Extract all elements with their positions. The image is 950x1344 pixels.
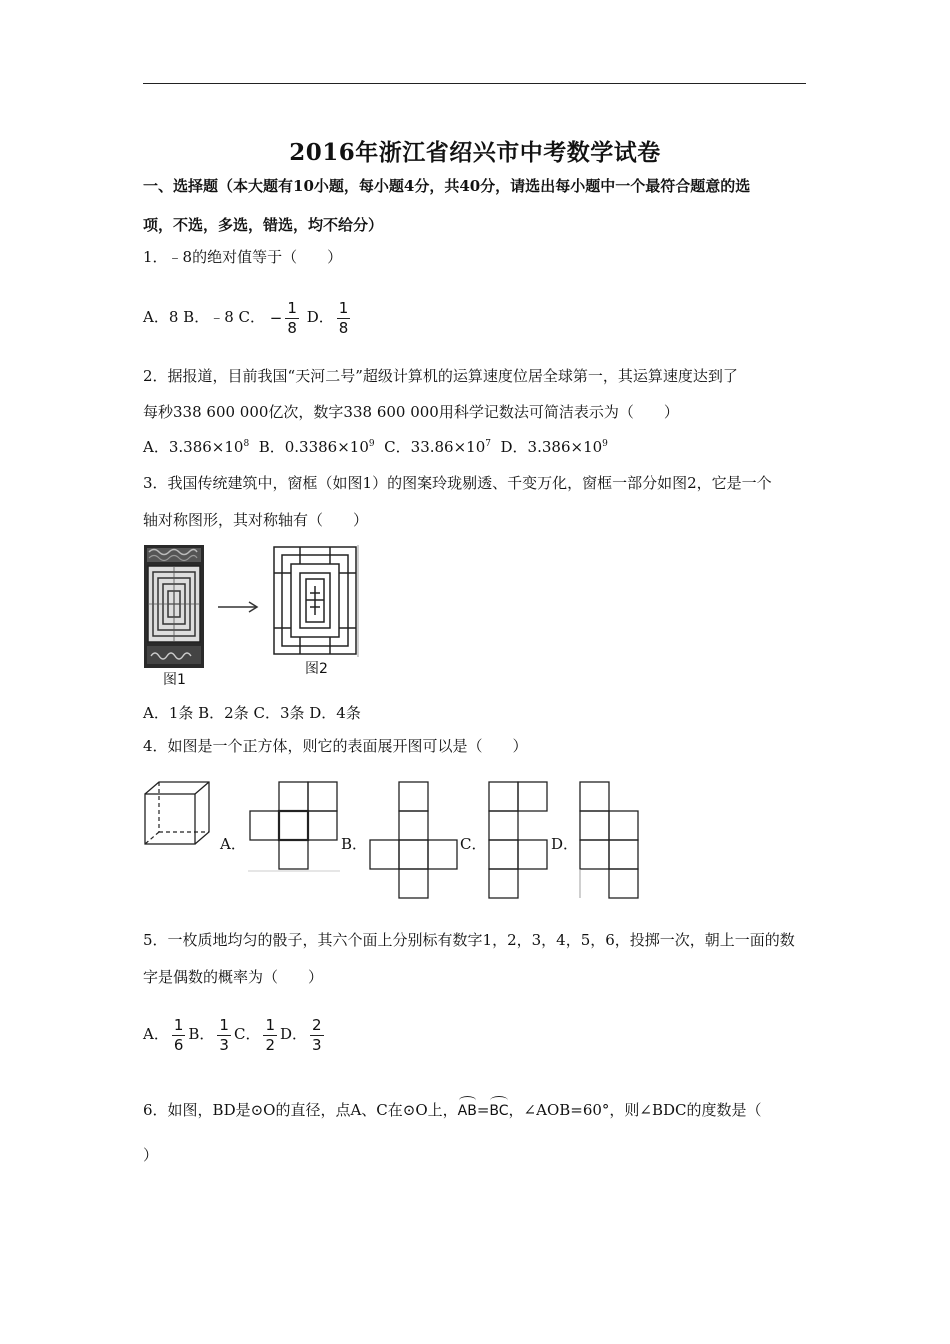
q4-option-d-net [578, 780, 642, 904]
q3-figure2-window-pattern [272, 545, 360, 657]
arrow-right-icon [216, 600, 262, 614]
fraction-numerator: 2 [312, 1015, 322, 1034]
q5-option-a-fraction [172, 1017, 186, 1054]
page-title: 2016年浙江省绍兴市中考数学试卷 [289, 139, 661, 166]
q4-stem: 4．如图是一个正方体，则它的表面展开图可以是（ ） [143, 737, 528, 755]
q5-stem-line1: 5．一枚质地均匀的骰子，其六个面上分别标有数字1，2，3，4，5，6，投掷一次，朝上一面的数 [143, 931, 795, 949]
q6-stem-line2: ） [143, 1146, 159, 1164]
q2-stem-line2: 每秒338 600 000亿次，数字338 600 000用科学记数法可简洁表示为（ ） [143, 403, 679, 421]
q2-option-b-exponent: 9 [368, 439, 375, 449]
q3-stem-line1: 3．我国传统建筑中，窗框（如图1）的图案玲珑剔透、千变万化，窗框一部分如图2，它是一个 [143, 474, 772, 492]
q2-option-a-exponent: 8 [243, 439, 250, 449]
q2-option-d-base: D．3.386×10 [500, 438, 603, 456]
q4-cube-figure [143, 780, 211, 846]
q2-option-c-base: C．33.86×10 [384, 438, 486, 456]
q1-option-b: B．﹣8 [183, 308, 234, 326]
q6-stem-line1 [143, 1097, 762, 1121]
q2-option-b-base: B．0.3386×10 [258, 438, 369, 456]
q1-option-c: C． [238, 308, 266, 326]
fraction-denominator: 8 [338, 318, 349, 337]
fraction-denominator: 8 [287, 318, 297, 337]
q4-option-a-net [248, 780, 340, 874]
q5-option-c: C． [233, 1025, 261, 1043]
q5-option-c-fraction [263, 1017, 277, 1054]
q5-option-d-fraction [310, 1017, 324, 1054]
q2-option-d [501, 438, 608, 456]
q2-option-c [384, 438, 491, 456]
header-rule [143, 83, 806, 84]
q3-stem-line2: 轴对称图形，其对称轴有（ ） [143, 511, 369, 529]
fraction-numerator: 1 [338, 298, 349, 317]
q6-stem-part1: 6．如图，BD是⊙O的直径，点A、C在⊙O上， [143, 1101, 458, 1119]
q6-equals: = [476, 1101, 490, 1119]
q5-option-a: A． [143, 1025, 169, 1043]
q4-option-a-label: A． [220, 835, 246, 853]
q2-options [143, 437, 608, 457]
q1-options [143, 299, 353, 335]
q1-option-a: A．8 [143, 308, 179, 326]
q2-option-b [259, 438, 375, 456]
q6-stem-part2: ，∠AOB=60°，则∠BDC的度数是（ [508, 1101, 762, 1119]
q2-option-d-exponent: 9 [602, 439, 608, 449]
q4-option-c-net [487, 780, 551, 904]
q5-options [143, 1014, 327, 1054]
q2-option-a [143, 438, 249, 456]
q2-option-c-exponent: 7 [485, 439, 491, 449]
q4-option-d-label: D． [551, 835, 579, 853]
q5-stem-line2: 字是偶数的概率为（ ） [143, 968, 324, 986]
section-heading-line1: 一、选择题（本大题有10小题，每小题4分，共40分，请选出每小题中一个最符合题意的选 [143, 177, 751, 195]
fraction-numerator: 1 [265, 1015, 275, 1034]
q1-option-d-fraction [337, 300, 351, 337]
section-heading-line2: 项，不选，多选，错选，均不给分） [143, 216, 384, 234]
q3-figure1-label: 图1 [163, 672, 186, 688]
q5-option-b: B． [188, 1025, 215, 1043]
q1-option-c-fraction [285, 300, 299, 337]
q6-arc-ab: AB [458, 1097, 477, 1121]
fraction-denominator: 2 [265, 1035, 275, 1054]
q1-option-c-sign: − [269, 309, 283, 327]
q2-option-a-base: A．3.386×10 [143, 438, 244, 456]
q4-option-b-net [368, 780, 460, 904]
fraction-denominator: 3 [219, 1035, 229, 1054]
q1-option-d: D． [306, 308, 334, 326]
q1-stem: 1．﹣8的绝对值等于（ ） [143, 248, 343, 266]
q4-option-c-label: C． [460, 835, 487, 853]
q3-options: A．1条 B．2条 C．3条 D．4条 [143, 704, 361, 722]
q3-figure1-window-photo [143, 544, 205, 669]
fraction-denominator: 6 [173, 1035, 184, 1054]
fraction-numerator: 1 [173, 1015, 184, 1034]
fraction-numerator: 1 [219, 1015, 229, 1034]
q3-figure2-label: 图2 [305, 661, 328, 677]
q4-option-b-label: B． [341, 835, 368, 853]
q2-stem-line1: 2．据报道，目前我国“天河二号”超级计算机的运算速度位居全球第一，其运算速度达到了 [143, 367, 738, 385]
q6-arc-bc: BC [489, 1097, 508, 1121]
fraction-denominator: 3 [312, 1035, 322, 1054]
fraction-numerator: 1 [287, 298, 297, 317]
q5-option-d: D． [280, 1025, 308, 1043]
q5-option-b-fraction [217, 1017, 231, 1054]
